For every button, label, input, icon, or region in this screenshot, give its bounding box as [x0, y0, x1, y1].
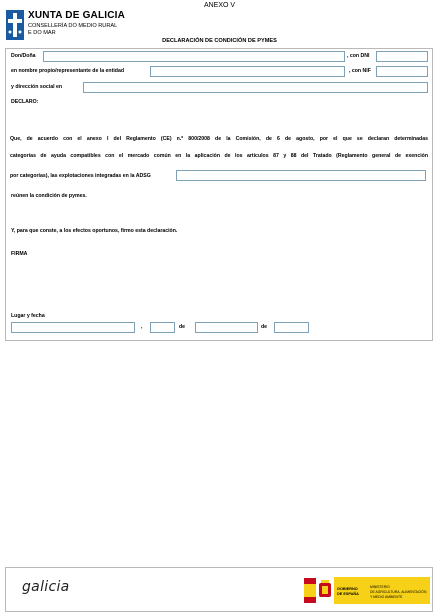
- address-label: y dirección social en: [11, 84, 63, 90]
- name-field[interactable]: [43, 51, 345, 62]
- comma-separator: ,: [141, 324, 143, 330]
- closing-line: Y, para que conste, a los efectos oportunos, firmo esta declaración.: [11, 228, 178, 234]
- de-separator-2: de: [261, 324, 268, 330]
- address-input[interactable]: [84, 91, 427, 100]
- ministry-text-line3: Y MEDIO AMBIENTE: [370, 595, 403, 599]
- condition-line: reúnen la condición de pymes.: [11, 193, 87, 199]
- day-field[interactable]: [150, 322, 175, 333]
- ministry-text-line1: MINISTERIO: [370, 585, 390, 589]
- dni-field[interactable]: [376, 51, 428, 62]
- galicia-logo-text: galicia: [22, 579, 70, 595]
- entity-field[interactable]: [150, 66, 345, 77]
- year-input[interactable]: [275, 331, 308, 340]
- form-title: DECLARACIÓN DE CONDICIÓN DE PYMES: [162, 38, 277, 44]
- adsg-field[interactable]: [176, 170, 426, 181]
- place-field[interactable]: [11, 322, 135, 333]
- nif-label: , con NIF: [349, 68, 371, 74]
- day-input[interactable]: [151, 331, 174, 340]
- declaration-line-1: Que, de acuerdo con el anexo I del Reglamento (CE) n.º 800/2008 de la Comisión, de 6 de agosto, por el que se declaran determinadas: [10, 136, 428, 142]
- spain-government-logo: [304, 577, 430, 605]
- entity-label: en nombre propio/representante de la entidad: [11, 68, 124, 74]
- adsg-input[interactable]: [177, 179, 425, 188]
- government-text-line1: GOBIERNO: [337, 587, 358, 591]
- de-separator-1: de: [179, 324, 186, 330]
- place-input[interactable]: [12, 331, 134, 340]
- ministry-name-line2: E DO MAR: [28, 29, 56, 36]
- don-label: Don/Doña: [11, 53, 36, 59]
- government-text-line2: DE ESPAÑA: [337, 592, 359, 596]
- firma-label: FIRMA: [11, 251, 28, 257]
- declaration-line-3: por categorías), las explotaciones integradas en la ADSG: [10, 173, 151, 179]
- ministry-text-line2: DE AGRICULTURA, ALIMENTACIÓN: [370, 590, 427, 594]
- declaration-line-2: categorías de ayuda compatibles con el mercado común en la aplicación de los artículos 87 y 88 del Tratado (Reglamento general de exención: [10, 153, 428, 159]
- xunta-logo: [6, 9, 146, 41]
- dni-label: , con DNI: [347, 53, 370, 59]
- place-date-label: Lugar y fecha: [11, 313, 45, 319]
- xunta-cross-icon: [6, 10, 24, 40]
- month-field[interactable]: [195, 322, 258, 333]
- nif-field[interactable]: [376, 66, 428, 77]
- month-input[interactable]: [196, 331, 257, 340]
- galicia-logo: [22, 578, 92, 598]
- declaro-label: DECLARO:: [11, 99, 39, 105]
- coat-of-arms-icon: [318, 579, 332, 601]
- spain-flag-icon: [304, 578, 316, 603]
- ministry-name-line1: CONSELLERÍA DO MEDIO RURAL: [28, 23, 118, 29]
- annex-label: ANEXO V: [203, 2, 236, 9]
- address-field[interactable]: [83, 82, 428, 93]
- year-field[interactable]: [274, 322, 309, 333]
- xunta-logo-title: XUNTA DE GALICIA: [28, 10, 126, 21]
